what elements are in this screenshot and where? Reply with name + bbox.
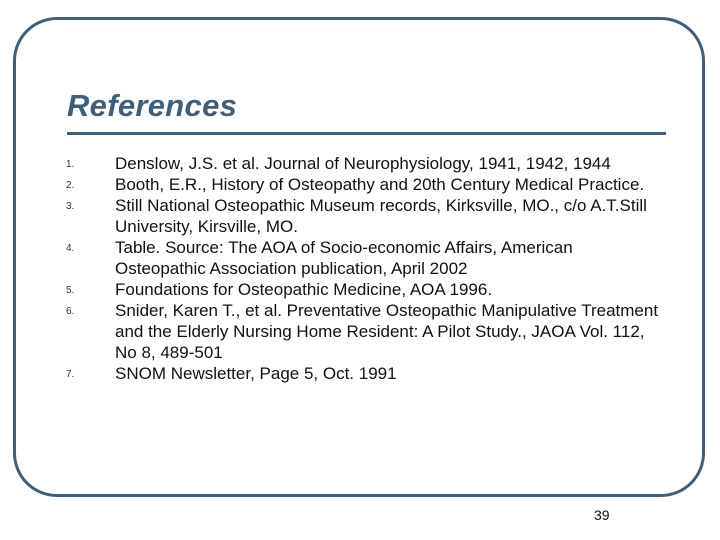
reference-text: Denslow, J.S. et al. Journal of Neurophysiology, 1941, 1942, 1944 <box>115 154 611 173</box>
reference-item <box>66 237 666 279</box>
reference-number: 1. <box>66 159 75 170</box>
reference-item <box>66 153 666 174</box>
reference-item <box>66 174 666 195</box>
reference-text: Table. Source: The AOA of Socio-economic Affairs, American Osteopathic Association publication, April 2002 <box>115 238 573 278</box>
reference-item <box>66 195 666 237</box>
reference-text: Snider, Karen T., et al. Preventative Osteopathic Manipulative Treatment and the Elderly Nursing Home Resident: A Pilot Study., JAOA Vol. 112, No 8, 489-501 <box>115 301 659 362</box>
reference-number: 2. <box>66 180 75 191</box>
title-underline <box>67 132 666 135</box>
reference-text: Booth, E.R., History of Osteopathy and 20th Century Medical Practice. <box>115 175 645 194</box>
reference-number: 3. <box>66 201 75 212</box>
reference-item <box>66 363 666 384</box>
reference-number: 4. <box>66 243 75 254</box>
slide-title: References <box>67 88 238 123</box>
reference-number: 5. <box>66 285 75 296</box>
reference-number: 6. <box>66 306 75 317</box>
page-number: 39 <box>594 507 610 523</box>
reference-item <box>66 300 666 363</box>
reference-text: Foundations for Osteopathic Medicine, AOA 1996. <box>115 280 493 299</box>
reference-text: SNOM Newsletter, Page 5, Oct. 1991 <box>115 364 397 383</box>
reference-number: 7. <box>66 369 75 380</box>
reference-item <box>66 279 666 300</box>
reference-text: Still National Osteopathic Museum records, Kirksville, MO., c/o A.T.Still University, Kirsville, MO. <box>115 196 647 236</box>
reference-list <box>66 153 666 384</box>
